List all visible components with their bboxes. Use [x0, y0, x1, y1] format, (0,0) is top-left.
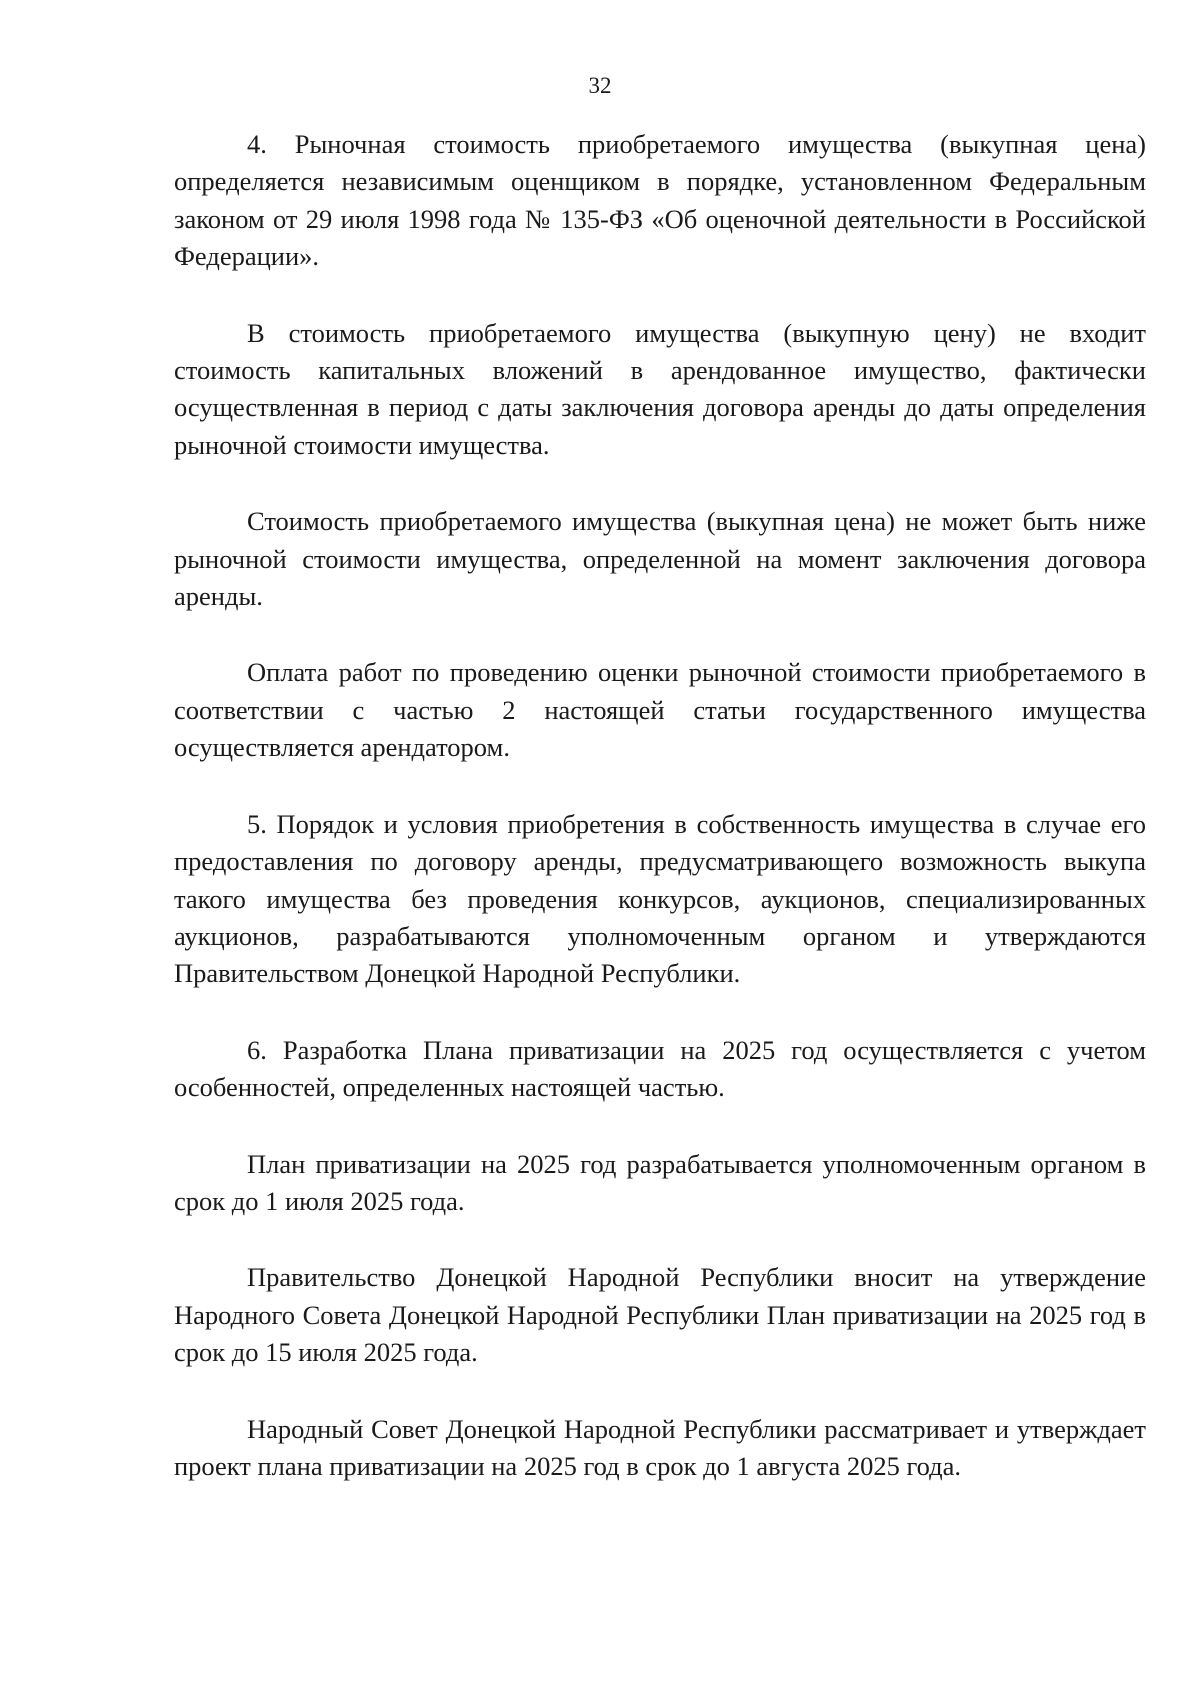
paragraph-6-privatization-plan: 6. Разработка Плана приватизации на 2025 год осуществляется с учетом особенностей, определенных настоящей частью. [174, 1034, 1146, 1103]
paragraph-4-market-value: 4. Рыночная стоимость приобретаемого имущества (выкупная цена) определяется независимым оценщиком в порядке, установленном Федеральным законом от 29 июля 1998 года № 135-ФЗ «Об оценочной деятельности в Российской Федерации». [174, 129, 1146, 272]
paragraph-valuation-payment: Оплата работ по проведению оценки рыночной стоимости приобретаемого в соответствии с частью 2 настоящей статьи государственного имущества осуществляется арендатором. [174, 657, 1146, 763]
document-body [174, 126, 1146, 1524]
paragraph-capital-investments: В стоимость приобретаемого имущества (выкупную цену) не входит стоимость капитальных вложений в арендованное имущество, фактически осуществленная в период с даты заключения договора аренды до даты определения рыночной стоимости имущества. [174, 317, 1146, 460]
paragraph-minimum-price: Стоимость приобретаемого имущества (выкупная цена) не может быть ниже рыночной стоимости имущества, определенной на момент заключения договора аренды. [174, 506, 1146, 612]
paragraph-plan-deadline: План приватизации на 2025 год разрабатывается уполномоченным органом в срок до 1 июля 2025 года. [174, 1148, 1146, 1216]
paragraph-council-approval: Народный Совет Донецкой Народной Республики рассматривает и утверждает проект плана приватизации на 2025 год в срок до 1 августа 2025 года. [174, 1413, 1146, 1481]
paragraph-5-purchase-procedure: 5. Порядок и условия приобретения в собственность имущества в случае его предоставления по договору аренды, предусматривающего возможность выкупа такого имущества без проведения конкурсов, аукционов, специализированных аукционов, разрабатываются уполномоченным органом и утверждаются Правительством Донецкой Народной Республики. [174, 808, 1146, 989]
page-number: 32 [588, 73, 612, 98]
paragraph-government-submission: Правительство Донецкой Народной Республики вносит на утверждение Народного Совета Донецкой Народной Республики План приватизации на 2025 год в срок до 15 июля 2025 года. [174, 1262, 1146, 1368]
